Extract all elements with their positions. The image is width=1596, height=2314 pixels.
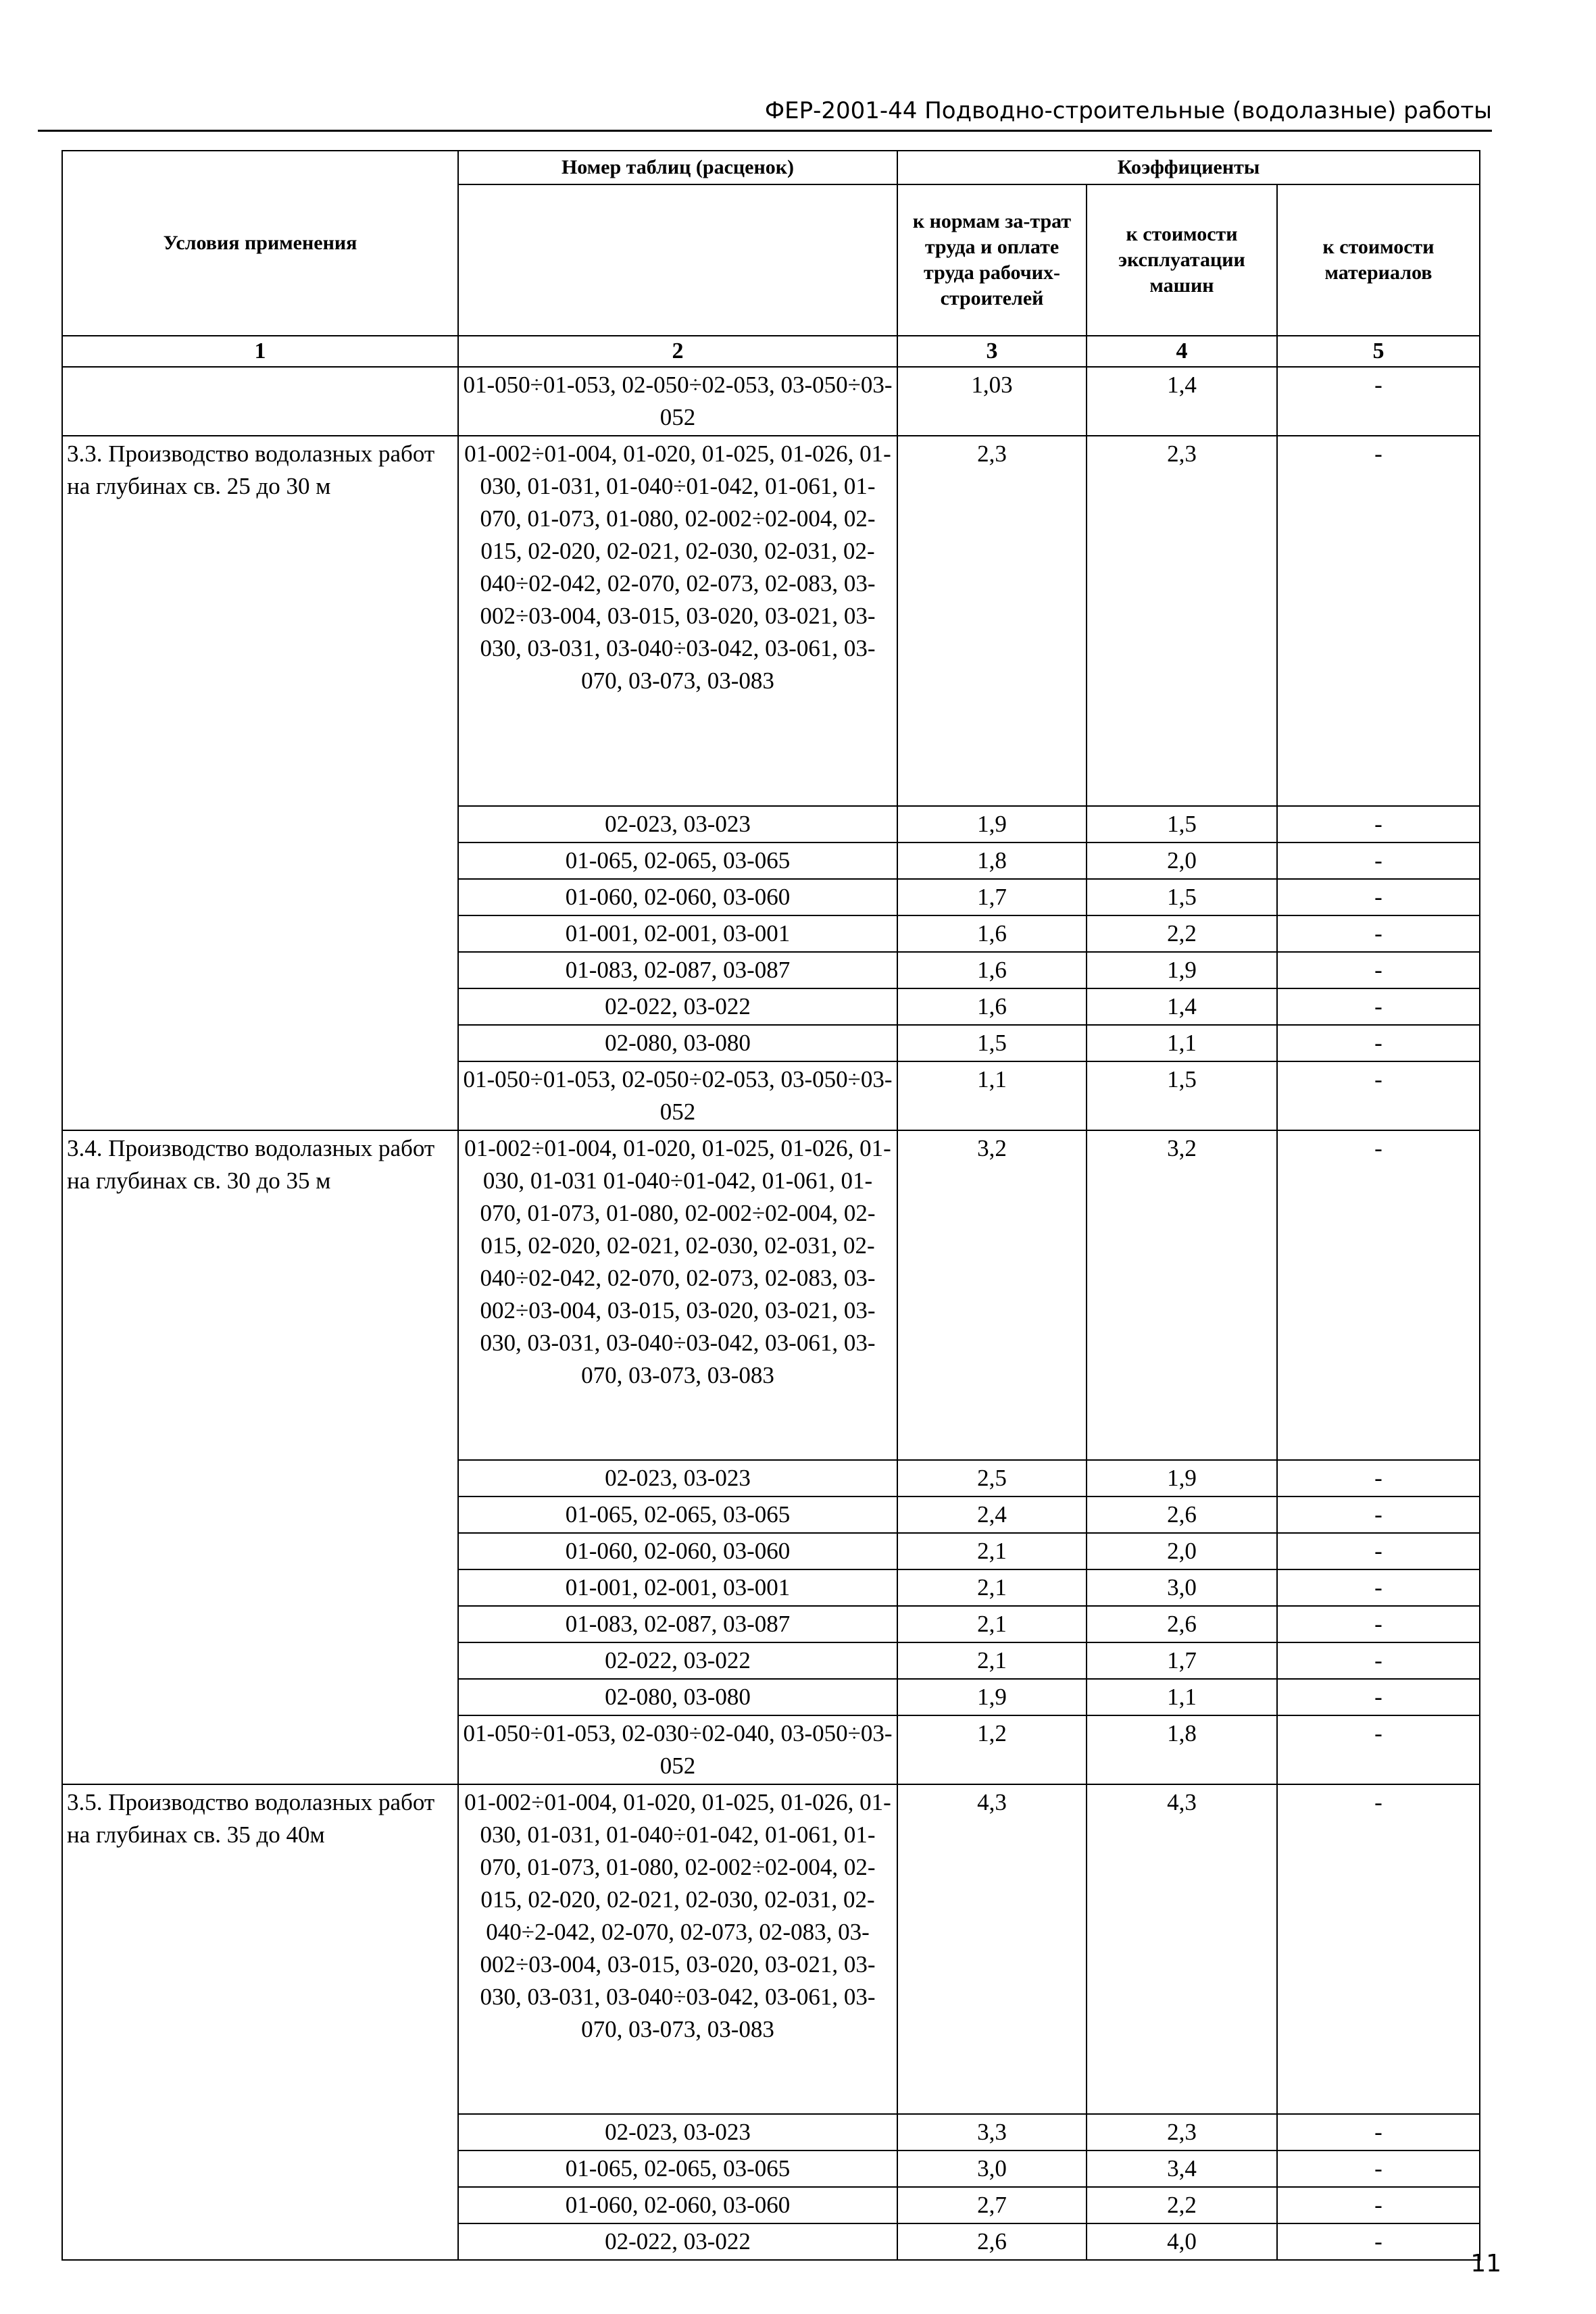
header-table-numbers: Номер таблиц (расценок): [458, 151, 897, 184]
table-numbers-cell: 02-022, 03-022: [458, 2223, 897, 2260]
materials-coefficient-cell: -: [1277, 842, 1480, 879]
labor-coefficient-cell: 2,6: [897, 2223, 1087, 2260]
table-numbers-cell: 01-002÷01-004, 01-020, 01-025, 01-026, 01-030, 01-031 01-040÷01-042, 01-061, 01-070, 01-073, 01-080, 02-002÷02-004, 02-015, 02-020, 02-021, 02-030, 02-031, 02-040÷02-042, 02-070, 02-073, 02-083, 03-002÷03-004, 03-015, 03-020, 03-021, 03-030, 03-031, 03-040÷03-042, 03-061, 03-070, 03-073, 03-083: [458, 1130, 897, 1460]
machines-coefficient-cell: 2,6: [1087, 1606, 1277, 1642]
table-row: [62, 367, 1480, 436]
materials-coefficient-cell: -: [1277, 1130, 1480, 1460]
table-numbers-cell: 01-065, 02-065, 03-065: [458, 2150, 897, 2187]
table-numbers-cell: 01-083, 02-087, 03-087: [458, 952, 897, 988]
column-number: 5: [1277, 336, 1480, 367]
labor-coefficient-cell: 4,3: [897, 1784, 1087, 2114]
labor-coefficient-cell: 3,3: [897, 2114, 1087, 2150]
machines-coefficient-cell: 1,5: [1087, 879, 1277, 915]
table-numbers-cell: 01-060, 02-060, 03-060: [458, 2187, 897, 2223]
materials-coefficient-cell: -: [1277, 1061, 1480, 1130]
labor-coefficient-cell: 1,8: [897, 842, 1087, 879]
materials-coefficient-cell: -: [1277, 952, 1480, 988]
machines-coefficient-cell: 3,0: [1087, 1569, 1277, 1606]
table-numbers-cell: 02-023, 03-023: [458, 1460, 897, 1496]
table-numbers-cell: 01-002÷01-004, 01-020, 01-025, 01-026, 01-030, 01-031, 01-040÷01-042, 01-061, 01-070, 01-073, 01-080, 02-002÷02-004, 02-015, 02-020, 02-021, 02-030, 02-031, 02-040÷02-042, 02-070, 02-073, 02-083, 03-002÷03-004, 03-015, 03-020, 03-021, 03-030, 03-031, 03-040÷03-042, 03-061, 03-070, 03-073, 03-083: [458, 436, 897, 806]
table-row: [62, 1130, 1480, 1460]
machines-coefficient-cell: 1,4: [1087, 988, 1277, 1025]
materials-coefficient-cell: -: [1277, 1533, 1480, 1569]
table-row: [62, 436, 1480, 806]
machines-coefficient-cell: 3,2: [1087, 1130, 1277, 1460]
machines-coefficient-cell: 2,6: [1087, 1496, 1277, 1533]
machines-coefficient-cell: 2,3: [1087, 2114, 1277, 2150]
table-numbers-cell: 01-083, 02-087, 03-087: [458, 1606, 897, 1642]
condition-cell: 3.3. Производство водолазных работ на глубинах св. 25 до 30 м: [62, 436, 458, 1130]
header-table-numbers-blank: [458, 184, 897, 336]
machines-coefficient-cell: 2,2: [1087, 915, 1277, 952]
table-numbers-cell: 01-050÷01-053, 02-050÷02-053, 03-050÷03-052: [458, 367, 897, 436]
materials-coefficient-cell: -: [1277, 1642, 1480, 1679]
table-numbers-cell: 01-001, 02-001, 03-001: [458, 1569, 897, 1606]
labor-coefficient-cell: 2,5: [897, 1460, 1087, 1496]
machines-coefficient-cell: 4,0: [1087, 2223, 1277, 2260]
machines-coefficient-cell: 2,0: [1087, 1533, 1277, 1569]
materials-coefficient-cell: -: [1277, 1569, 1480, 1606]
table-numbers-cell: 01-060, 02-060, 03-060: [458, 879, 897, 915]
table-numbers-cell: 02-022, 03-022: [458, 1642, 897, 1679]
column-number: 3: [897, 336, 1087, 367]
header-machines: к стоимости эксплуатации машин: [1087, 184, 1277, 336]
table-numbers-cell: 02-023, 03-023: [458, 806, 897, 842]
labor-coefficient-cell: 1,9: [897, 806, 1087, 842]
materials-coefficient-cell: -: [1277, 2187, 1480, 2223]
machines-coefficient-cell: 1,7: [1087, 1642, 1277, 1679]
labor-coefficient-cell: 2,1: [897, 1533, 1087, 1569]
table-row: [62, 1784, 1480, 2114]
materials-coefficient-cell: -: [1277, 1606, 1480, 1642]
machines-coefficient-cell: 3,4: [1087, 2150, 1277, 2187]
column-numbers-row: [62, 336, 1480, 367]
machines-coefficient-cell: 4,3: [1087, 1784, 1277, 2114]
materials-coefficient-cell: -: [1277, 915, 1480, 952]
machines-coefficient-cell: 2,0: [1087, 842, 1277, 879]
labor-coefficient-cell: 1,9: [897, 1679, 1087, 1715]
table-numbers-cell: 02-080, 03-080: [458, 1025, 897, 1061]
header-labor: к нормам за-трат труда и оплате труда рабочих-строителей: [897, 184, 1087, 336]
labor-coefficient-cell: 2,1: [897, 1606, 1087, 1642]
materials-coefficient-cell: -: [1277, 1496, 1480, 1533]
materials-coefficient-cell: -: [1277, 2150, 1480, 2187]
labor-coefficient-cell: 2,1: [897, 1642, 1087, 1679]
materials-coefficient-cell: -: [1277, 367, 1480, 436]
labor-coefficient-cell: 1,2: [897, 1715, 1087, 1784]
machines-coefficient-cell: 1,5: [1087, 1061, 1277, 1130]
labor-coefficient-cell: 1,03: [897, 367, 1087, 436]
header-coefficients: Коэффициенты: [897, 151, 1480, 184]
labor-coefficient-cell: 1,6: [897, 988, 1087, 1025]
labor-coefficient-cell: 2,3: [897, 436, 1087, 806]
coefficients-table: [61, 150, 1480, 2261]
machines-coefficient-cell: 1,9: [1087, 952, 1277, 988]
machines-coefficient-cell: 1,1: [1087, 1679, 1277, 1715]
page-number: 11: [1470, 2250, 1501, 2278]
table-body: [62, 367, 1480, 2260]
labor-coefficient-cell: 1,5: [897, 1025, 1087, 1061]
materials-coefficient-cell: -: [1277, 879, 1480, 915]
materials-coefficient-cell: -: [1277, 1460, 1480, 1496]
materials-coefficient-cell: -: [1277, 2114, 1480, 2150]
labor-coefficient-cell: 1,6: [897, 915, 1087, 952]
machines-coefficient-cell: 1,8: [1087, 1715, 1277, 1784]
labor-coefficient-cell: 3,2: [897, 1130, 1087, 1460]
table-numbers-cell: 01-002÷01-004, 01-020, 01-025, 01-026, 01-030, 01-031, 01-040÷01-042, 01-061, 01-070, 01-073, 01-080, 02-002÷02-004, 02-015, 02-020, 02-021, 02-030, 02-031, 02-040÷2-042, 02-070, 02-073, 02-083, 03-002÷03-004, 03-015, 03-020, 03-021, 03-030, 03-031, 03-040÷03-042, 03-061, 03-070, 03-073, 03-083: [458, 1784, 897, 2114]
column-number: 4: [1087, 336, 1277, 367]
table-numbers-cell: 01-065, 02-065, 03-065: [458, 842, 897, 879]
materials-coefficient-cell: -: [1277, 436, 1480, 806]
labor-coefficient-cell: 2,1: [897, 1569, 1087, 1606]
machines-coefficient-cell: 2,3: [1087, 436, 1277, 806]
materials-coefficient-cell: -: [1277, 988, 1480, 1025]
header-conditions: Условия применения: [62, 151, 458, 336]
table-numbers-cell: 01-065, 02-065, 03-065: [458, 1496, 897, 1533]
machines-coefficient-cell: 1,1: [1087, 1025, 1277, 1061]
condition-cell: 3.4. Производство водолазных работ на глубинах св. 30 до 35 м: [62, 1130, 458, 1784]
table-numbers-cell: 02-080, 03-080: [458, 1679, 897, 1715]
labor-coefficient-cell: 2,4: [897, 1496, 1087, 1533]
header-materials: к стоимости материалов: [1277, 184, 1480, 336]
column-number: 1: [62, 336, 458, 367]
labor-coefficient-cell: 2,7: [897, 2187, 1087, 2223]
labor-coefficient-cell: 1,7: [897, 879, 1087, 915]
materials-coefficient-cell: -: [1277, 2223, 1480, 2260]
table-numbers-cell: 02-023, 03-023: [458, 2114, 897, 2150]
materials-coefficient-cell: -: [1277, 806, 1480, 842]
condition-cell: 3.5. Производство водолазных работ на глубинах св. 35 до 40м: [62, 1784, 458, 2260]
table-numbers-cell: 02-022, 03-022: [458, 988, 897, 1025]
machines-coefficient-cell: 1,5: [1087, 806, 1277, 842]
labor-coefficient-cell: 3,0: [897, 2150, 1087, 2187]
column-number: 2: [458, 336, 897, 367]
table-numbers-cell: 01-060, 02-060, 03-060: [458, 1533, 897, 1569]
materials-coefficient-cell: -: [1277, 1679, 1480, 1715]
table-numbers-cell: 01-050÷01-053, 02-050÷02-053, 03-050÷03-052: [458, 1061, 897, 1130]
machines-coefficient-cell: 2,2: [1087, 2187, 1277, 2223]
condition-cell: [62, 367, 458, 436]
page-header: ФЕР-2001-44 Подводно-строительные (водолазные) работы: [38, 92, 1492, 132]
table-numbers-cell: 01-001, 02-001, 03-001: [458, 915, 897, 952]
materials-coefficient-cell: -: [1277, 1025, 1480, 1061]
machines-coefficient-cell: 1,4: [1087, 367, 1277, 436]
labor-coefficient-cell: 1,6: [897, 952, 1087, 988]
labor-coefficient-cell: 1,1: [897, 1061, 1087, 1130]
table-numbers-cell: 01-050÷01-053, 02-030÷02-040, 03-050÷03-052: [458, 1715, 897, 1784]
materials-coefficient-cell: -: [1277, 1784, 1480, 2114]
machines-coefficient-cell: 1,9: [1087, 1460, 1277, 1496]
materials-coefficient-cell: -: [1277, 1715, 1480, 1784]
